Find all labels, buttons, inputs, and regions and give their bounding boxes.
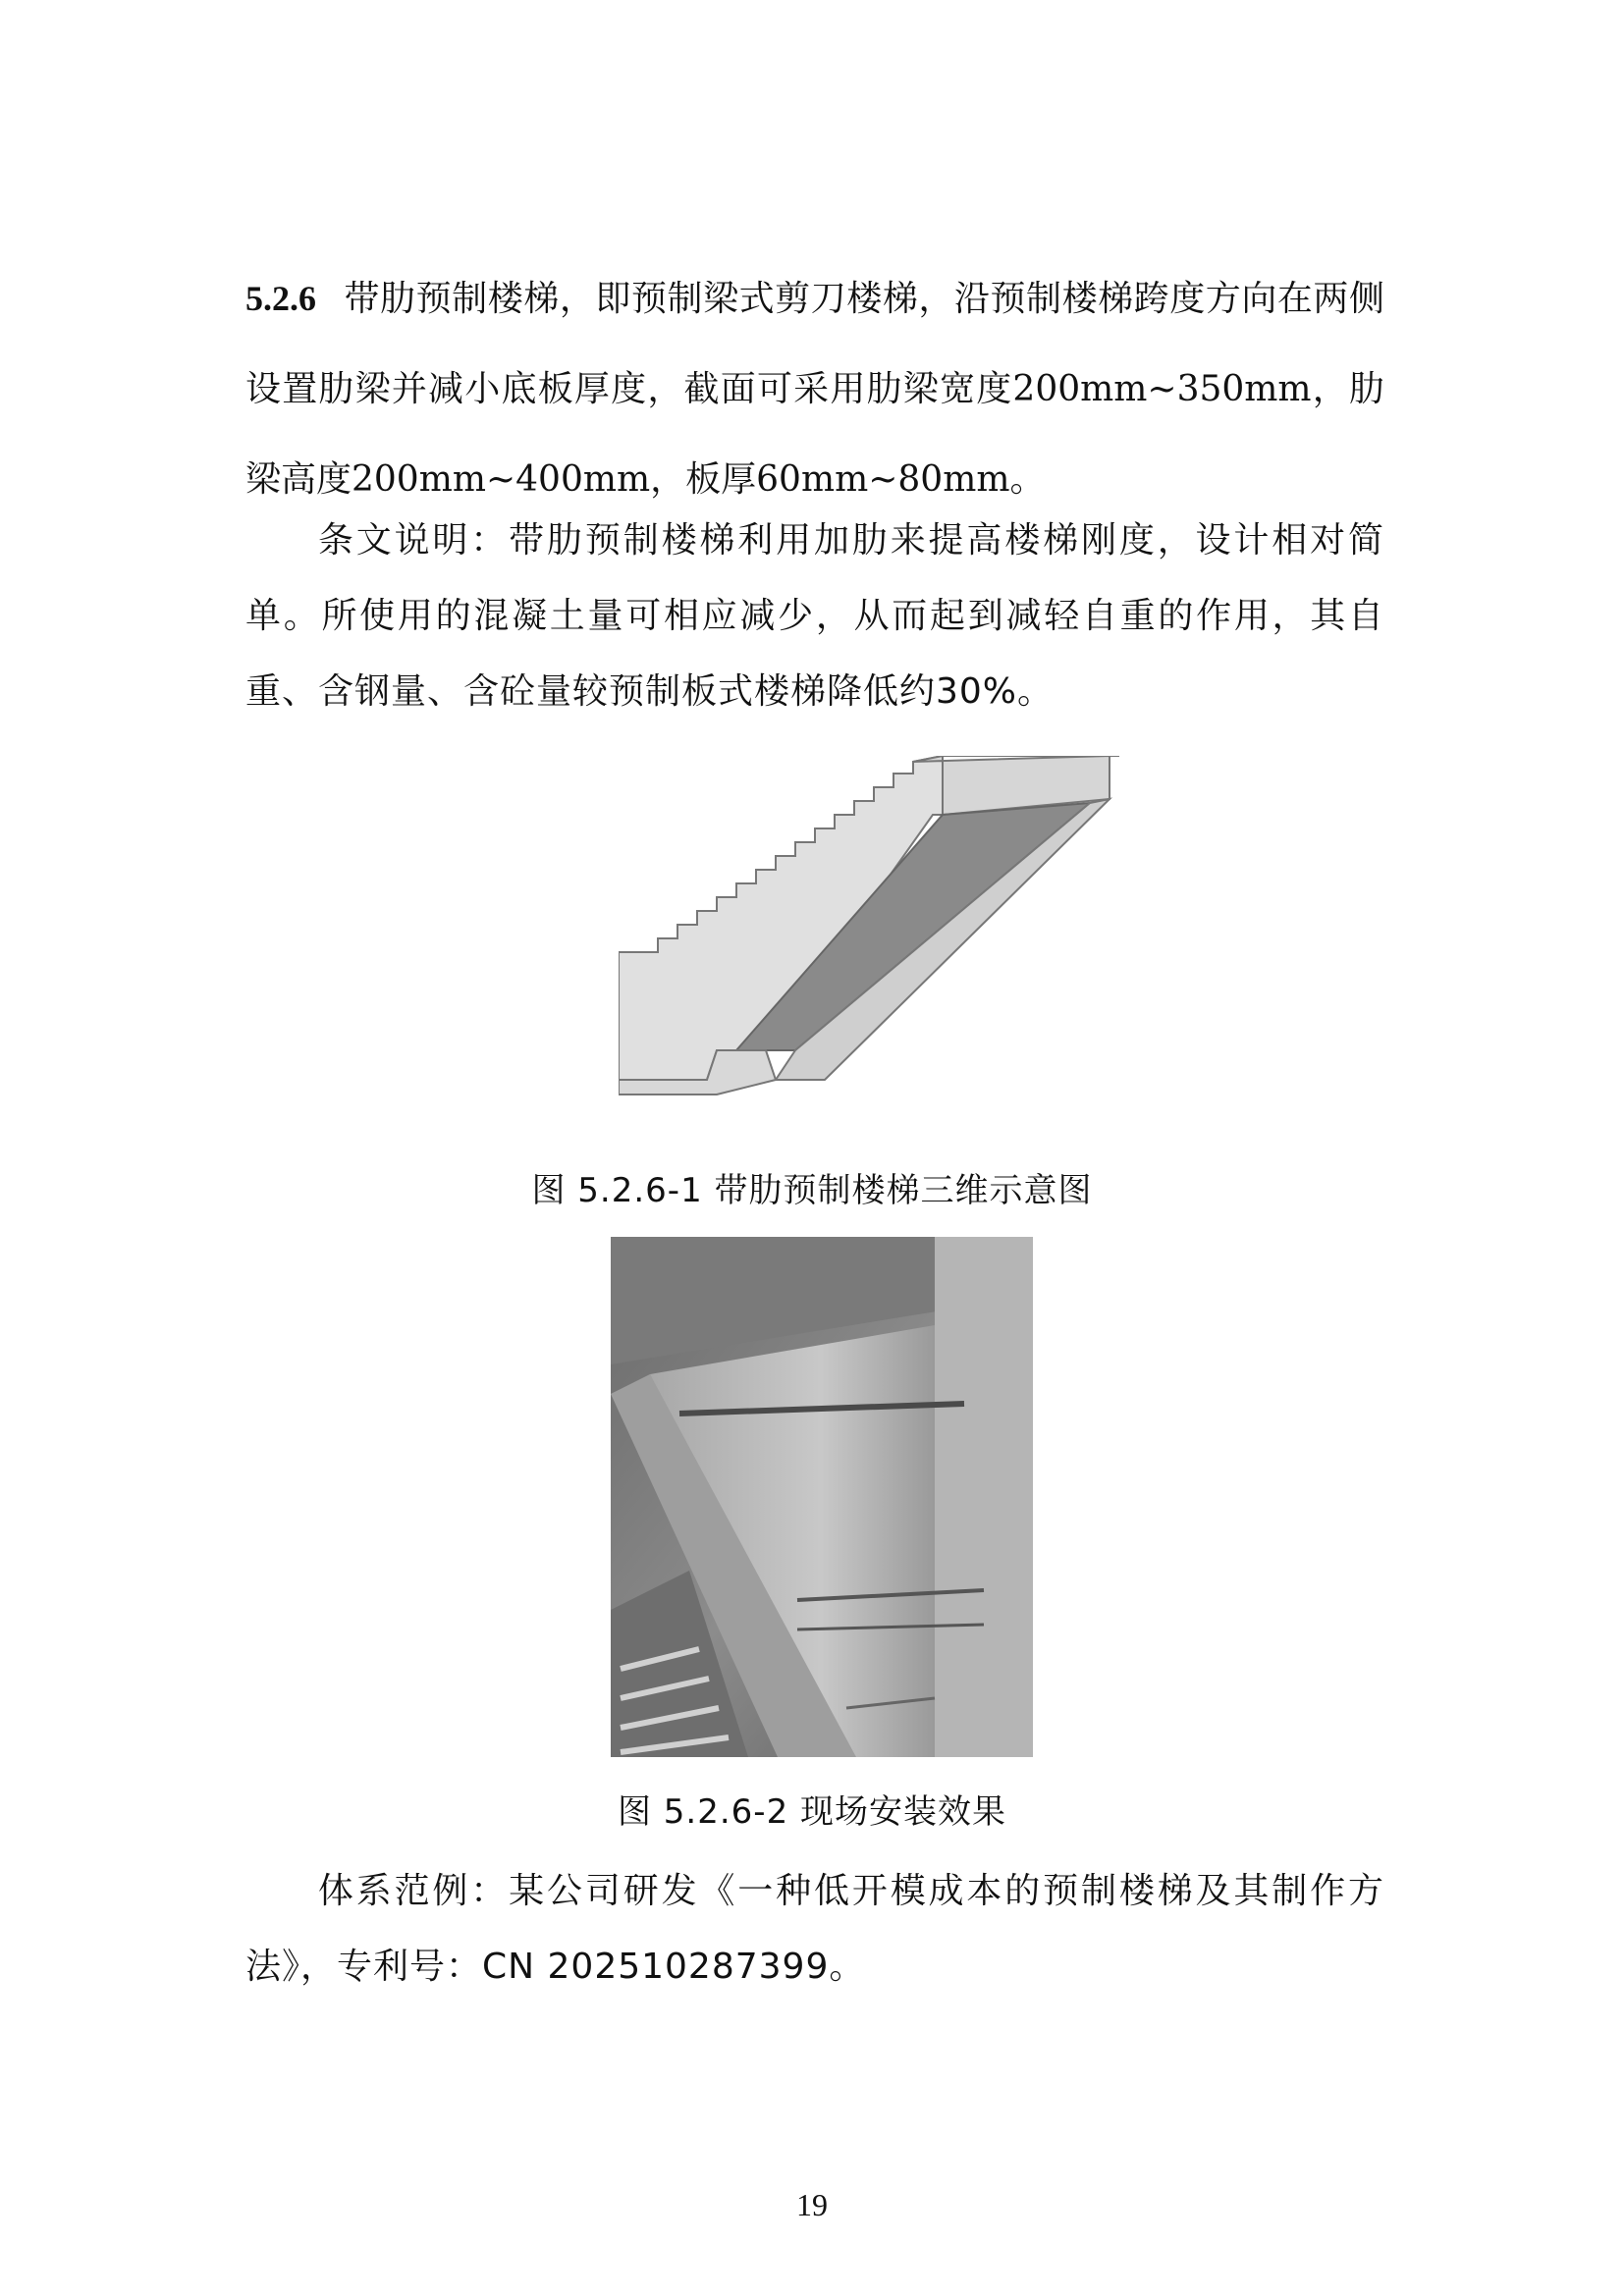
installation-photo bbox=[611, 1237, 1033, 1757]
ribbed-stair-svg bbox=[619, 756, 1129, 1129]
figure-1-caption: 图 5.2.6-1 带肋预制楼梯三维示意图 bbox=[531, 1171, 1093, 1210]
installation-photo-svg bbox=[611, 1237, 1033, 1757]
clause-5-2-6 bbox=[245, 253, 1384, 525]
example-text: 体系范例：某公司研发《一种低开模成本的预制楼梯及其制作方法》，专利号：CN 202510287399。 bbox=[245, 1871, 1384, 1987]
note-text: 条文说明：带肋预制楼梯利用加肋来提高楼梯刚度，设计相对简单。所使用的混凝土量可相应减少，从而起到减轻自重的作用，其自重、含钢量、含砼量较预制板式楼梯降低约30%。 bbox=[245, 520, 1384, 712]
system-example bbox=[245, 1853, 1384, 2004]
clause-note bbox=[245, 503, 1384, 729]
clause-number: 5.2.6 bbox=[245, 279, 316, 318]
page-number: 19 bbox=[796, 2187, 828, 2222]
figure-2-caption: 图 5.2.6-2 现场安装效果 bbox=[617, 1792, 1007, 1832]
clause-text: 带肋预制楼梯，即预制梁式剪刀楼梯，沿预制楼梯跨度方向在两侧设置肋梁并减小底板厚度，截面可采用肋梁宽度200mm~350mm，肋梁高度200mm~400mm，板厚60mm~80mm。 bbox=[245, 279, 1384, 500]
ribbed-stair-3d-diagram bbox=[619, 756, 1129, 1129]
